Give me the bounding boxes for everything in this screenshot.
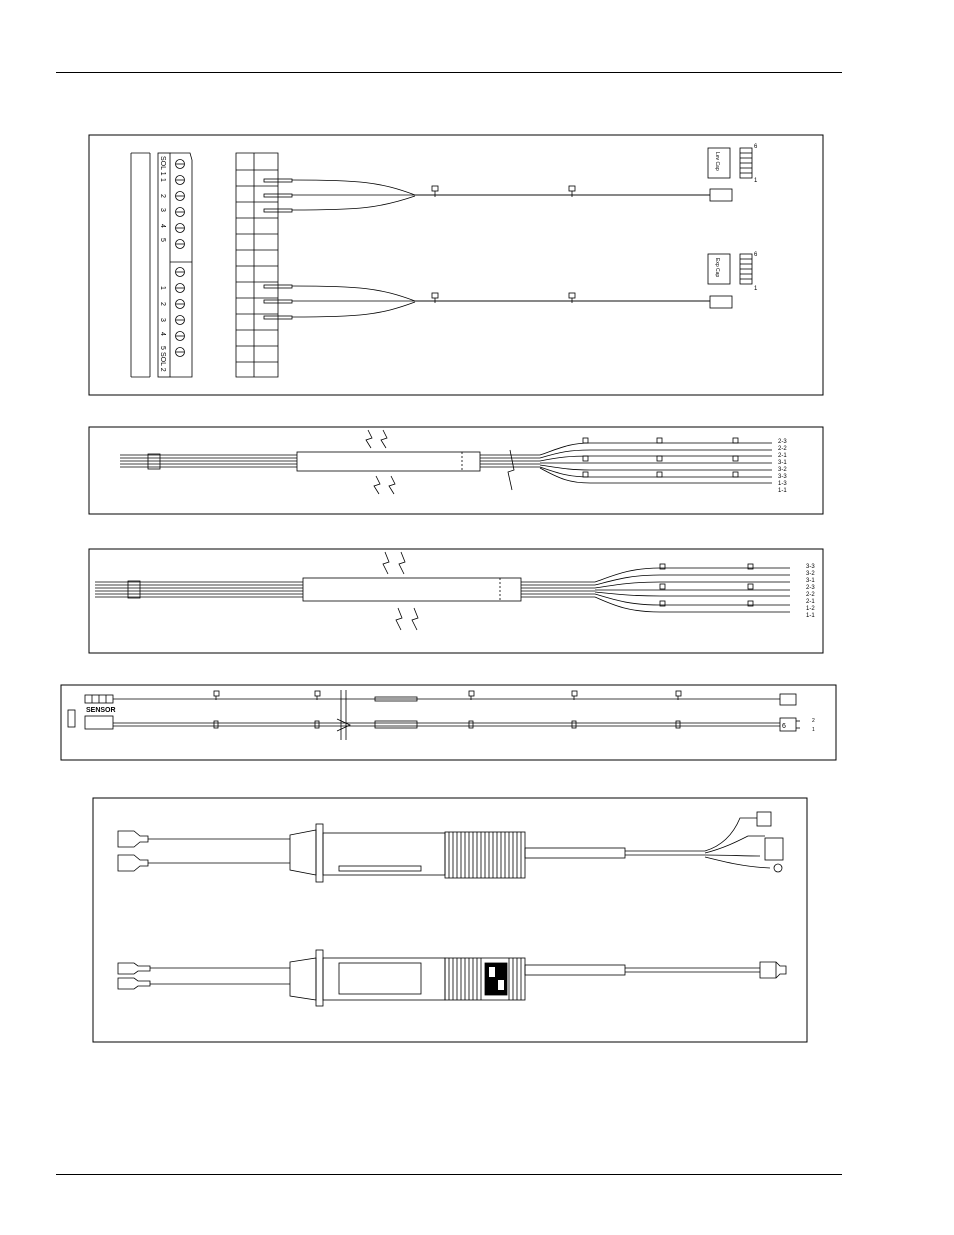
figure-1-frame [89,135,823,395]
wire-label: 2-2 [806,592,815,598]
lower-cord-assembly [118,950,786,1006]
wire-label: 3-1 [778,460,787,466]
pin-label: 3 [159,318,166,322]
connector-upper-label: Lev Cap [714,152,720,171]
pin-label: 4 [159,332,166,336]
wire-label: 1-2 [806,606,815,612]
figure-4-sensor-harness [61,685,836,760]
wire-label: 2-1 [806,599,815,605]
figure-2-wire-labels [778,439,787,494]
pin-label: 2 [159,194,166,198]
pin-label: 4 [159,224,166,228]
pin-label: 3 [159,208,166,212]
pin-label: 1 [159,286,166,290]
terminal-strip [131,153,192,377]
figure-4-top-wire [113,691,796,705]
barrier-strip [236,153,278,377]
figure-2-harness [89,427,823,514]
pin-label: 1 [159,178,166,182]
figure-2-trunk [120,430,540,494]
upper-cord-assembly [118,812,783,882]
wire-label: 2-3 [778,439,787,445]
upper-wire-bundle [264,179,732,212]
cord-internal-wiring [485,963,507,995]
pin-label: 2 [159,302,166,306]
connector-lower-pin-top: 6 [754,252,758,258]
figure-2-frame [89,427,823,514]
terminal-pin-labels-upper [159,178,166,242]
terminal-footer-label: SOL 2 [159,352,166,372]
connector-pin-top: 2 [812,718,815,724]
sensor-label: SENSOR [86,707,116,714]
wire-label: 3-3 [778,474,787,480]
wire-label: 2-3 [806,585,815,591]
wire-label: 2-1 [778,453,787,459]
connector-lower-pin-bottom: 1 [754,286,758,292]
terminal-pin-labels-lower [159,286,166,350]
wire-label: 1-3 [778,481,787,487]
connector-pin-bottom: 1 [812,727,815,733]
wire-label: 3-2 [806,571,815,577]
figure-5-frame [93,798,807,1042]
connector-upper-pin-bottom: 1 [754,178,758,184]
pin-label: 5 [159,238,166,242]
terminal-screws [176,160,185,357]
figure-4-frame [61,685,836,760]
figure-3-branches [595,564,790,612]
figure-5-cord-assemblies [93,798,807,1042]
connector-label: 6 [782,723,786,730]
wire-label: 2-2 [778,446,787,452]
connector-lower-label: Exp Cap [714,258,720,278]
wire-label: 1-1 [806,613,815,619]
lower-wire-bundle [264,285,732,319]
wire-label: 3-3 [806,564,815,570]
figure-2-branches [540,438,772,483]
connector-upper-pin-top: 6 [754,144,758,150]
figure-1-solenoid-harness [89,135,823,395]
wire-label: 3-2 [778,467,787,473]
figure-3-trunk [95,552,595,630]
pin-label: 5 [159,346,166,350]
figure-3-wire-labels [806,564,815,619]
wire-label: 1-1 [778,488,787,494]
figure-3-harness [89,549,823,653]
strain-relief-ribs [449,832,521,878]
terminal-header-label: SOL 1 [159,156,166,176]
wire-label: 3-1 [806,578,815,584]
